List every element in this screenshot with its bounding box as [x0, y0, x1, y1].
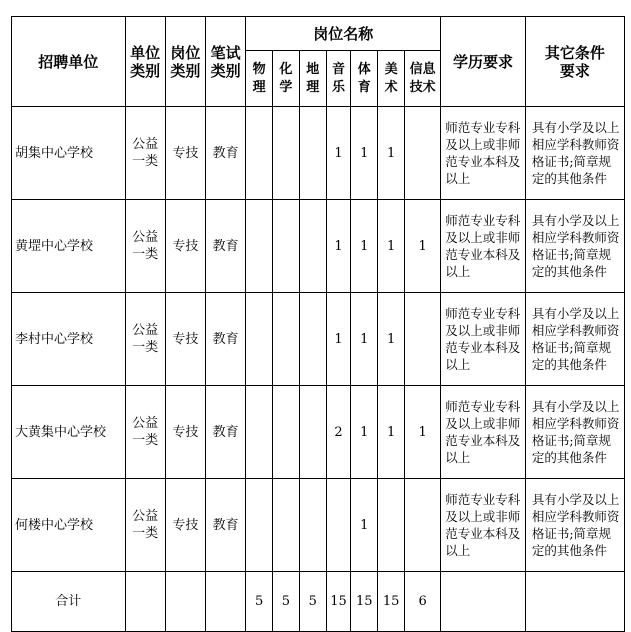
other-requirement: 具有小学及以上相应学科教师资格证书;简章规定的其他条件	[525, 479, 624, 572]
unit-type: 公益一类	[125, 107, 165, 200]
total-count-cell: 5	[273, 572, 300, 632]
header-subject: 音乐	[326, 51, 351, 107]
count-cell	[378, 479, 405, 572]
count-cell	[246, 107, 273, 200]
other-requirement: 具有小学及以上相应学科教师资格证书;简章规定的其他条件	[525, 386, 624, 479]
total-count-cell: 6	[405, 572, 441, 632]
count-cell	[273, 386, 300, 479]
count-cell: 1	[378, 200, 405, 293]
count-cell: 1	[326, 200, 351, 293]
other-requirement: 具有小学及以上相应学科教师资格证书;简章规定的其他条件	[525, 293, 624, 386]
count-cell: 1	[351, 107, 378, 200]
count-cell: 1	[326, 293, 351, 386]
empty-cell	[165, 572, 205, 632]
post-type: 专技	[165, 293, 205, 386]
total-row	[12, 572, 625, 632]
unit-name: 大黄集中心学校	[12, 386, 126, 479]
total-count-cell: 15	[378, 572, 405, 632]
table-row	[12, 107, 625, 200]
recruitment-table	[11, 16, 625, 632]
count-cell	[299, 386, 326, 479]
education-requirement: 师范专业专科及以上或非师范专业本科及以上	[441, 386, 526, 479]
total-label: 合计	[12, 572, 126, 632]
header-subject: 物理	[246, 51, 273, 107]
header-other: 其它条件要求	[525, 17, 624, 107]
other-requirement: 具有小学及以上相应学科教师资格证书;简章规定的其他条件	[525, 200, 624, 293]
education-requirement: 师范专业专科及以上或非师范专业本科及以上	[441, 200, 526, 293]
count-cell	[405, 293, 441, 386]
count-cell: 1	[351, 386, 378, 479]
header-row-1	[12, 17, 625, 51]
count-cell	[405, 479, 441, 572]
table-row	[12, 293, 625, 386]
total-count-cell: 5	[299, 572, 326, 632]
unit-name: 何楼中心学校	[12, 479, 126, 572]
table-body	[12, 17, 625, 632]
post-type: 专技	[165, 386, 205, 479]
empty-cell	[205, 572, 245, 632]
unit-name: 胡集中心学校	[12, 107, 126, 200]
unit-type: 公益一类	[125, 386, 165, 479]
count-cell: 1	[378, 386, 405, 479]
table-row	[12, 479, 625, 572]
exam-type: 教育	[205, 386, 245, 479]
count-cell	[273, 107, 300, 200]
count-cell: 1	[405, 200, 441, 293]
education-requirement: 师范专业专科及以上或非师范专业本科及以上	[441, 107, 526, 200]
count-cell: 1	[378, 107, 405, 200]
exam-type: 教育	[205, 107, 245, 200]
unit-type: 公益一类	[125, 479, 165, 572]
empty-cell	[525, 572, 624, 632]
table-row	[12, 386, 625, 479]
exam-type: 教育	[205, 293, 245, 386]
total-count-cell: 15	[326, 572, 351, 632]
empty-cell	[125, 572, 165, 632]
post-type: 专技	[165, 479, 205, 572]
exam-type: 教育	[205, 479, 245, 572]
count-cell: 1	[351, 479, 378, 572]
count-cell: 1	[326, 107, 351, 200]
header-post-name: 岗位名称	[246, 17, 441, 51]
count-cell	[246, 200, 273, 293]
header-unit: 招聘单位	[12, 17, 126, 107]
count-cell	[246, 479, 273, 572]
post-type: 专技	[165, 200, 205, 293]
total-count-cell: 15	[351, 572, 378, 632]
education-requirement: 师范专业专科及以上或非师范专业本科及以上	[441, 293, 526, 386]
unit-type: 公益一类	[125, 200, 165, 293]
header-subject: 信息技术	[405, 51, 441, 107]
header-subject: 体育	[351, 51, 378, 107]
header-subject: 化学	[273, 51, 300, 107]
count-cell: 1	[351, 200, 378, 293]
count-cell	[299, 293, 326, 386]
table-row	[12, 200, 625, 293]
post-type: 专技	[165, 107, 205, 200]
count-cell	[273, 479, 300, 572]
count-cell	[246, 386, 273, 479]
count-cell	[299, 479, 326, 572]
count-cell	[246, 293, 273, 386]
count-cell	[299, 200, 326, 293]
count-cell	[299, 107, 326, 200]
unit-name: 李村中心学校	[12, 293, 126, 386]
header-subject: 美术	[378, 51, 405, 107]
count-cell	[273, 293, 300, 386]
header-unit-type: 单位类别	[125, 17, 165, 107]
header-subject: 地理	[299, 51, 326, 107]
empty-cell	[441, 572, 526, 632]
count-cell: 1	[405, 386, 441, 479]
total-count-cell: 5	[246, 572, 273, 632]
header-education: 学历要求	[441, 17, 526, 107]
other-requirement: 具有小学及以上相应学科教师资格证书;简章规定的其他条件	[525, 107, 624, 200]
count-cell	[405, 107, 441, 200]
education-requirement: 师范专业专科及以上或非师范专业本科及以上	[441, 479, 526, 572]
header-post-type: 岗位类别	[165, 17, 205, 107]
exam-type: 教育	[205, 200, 245, 293]
count-cell: 1	[351, 293, 378, 386]
header-exam-type: 笔试类别	[205, 17, 245, 107]
count-cell	[273, 200, 300, 293]
unit-name: 黄堽中心学校	[12, 200, 126, 293]
count-cell	[326, 479, 351, 572]
unit-type: 公益一类	[125, 293, 165, 386]
count-cell: 2	[326, 386, 351, 479]
count-cell: 1	[378, 293, 405, 386]
